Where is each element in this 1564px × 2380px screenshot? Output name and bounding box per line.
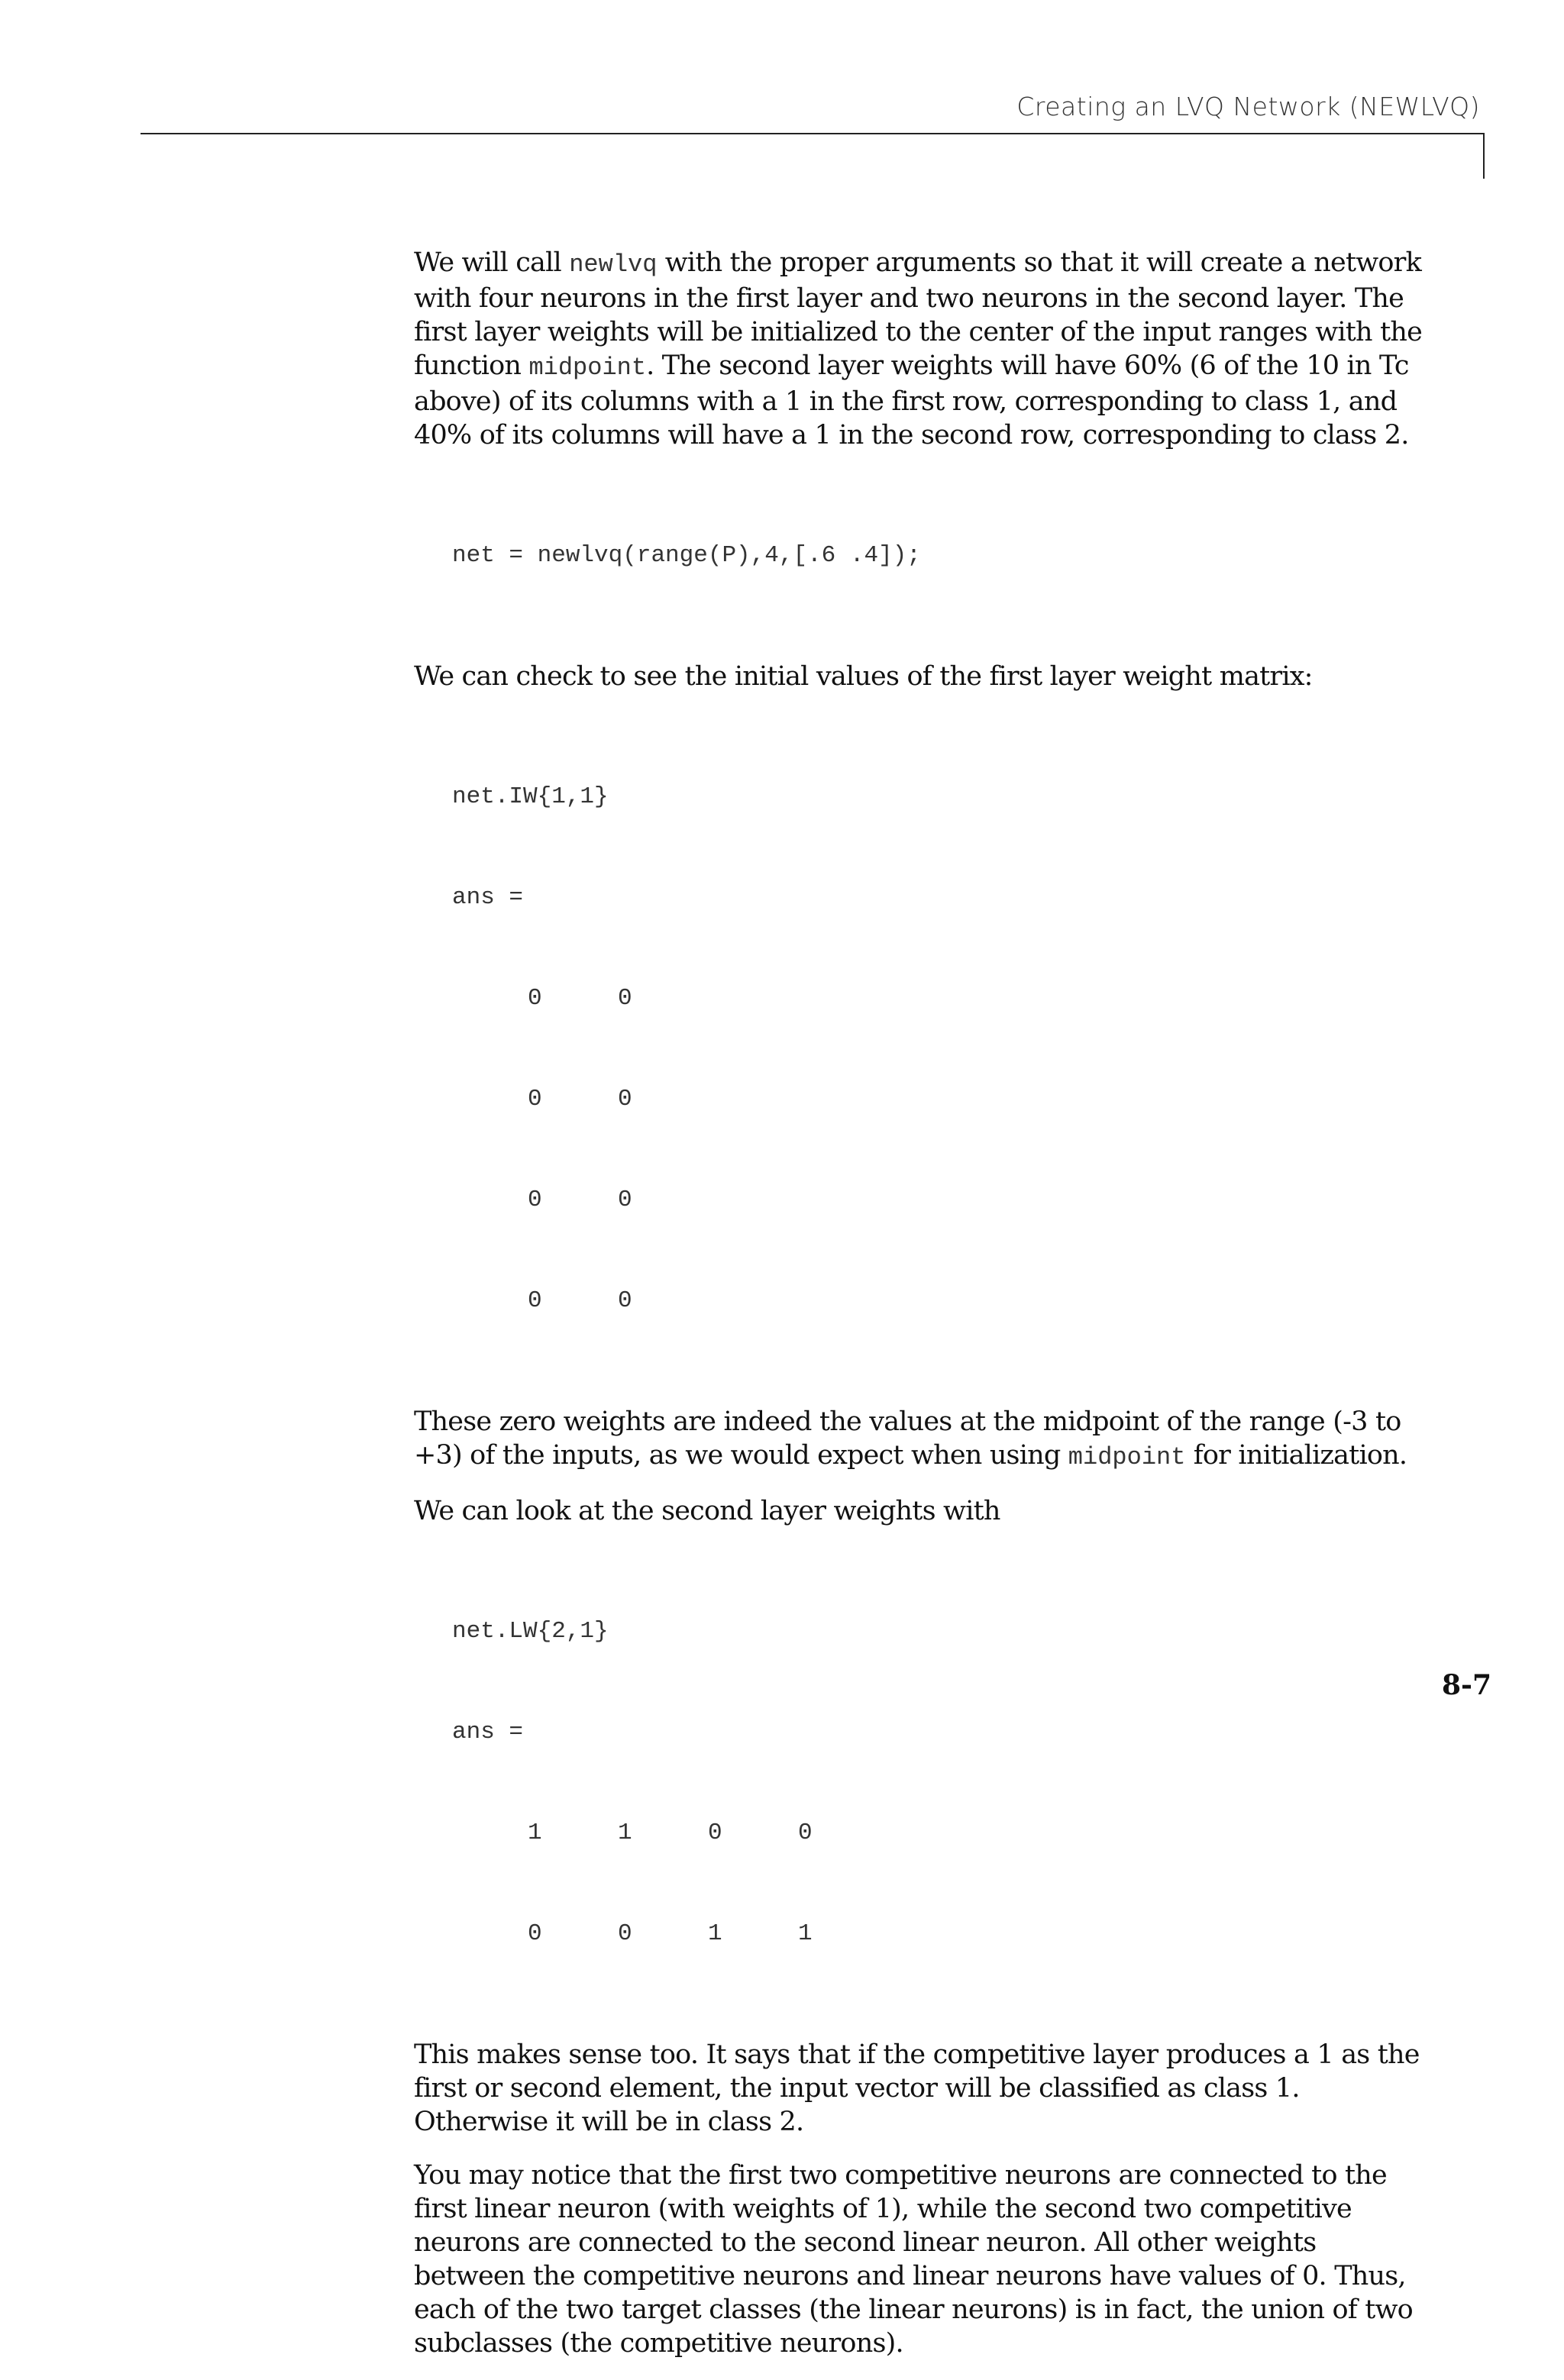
matrix-cell: 1 <box>528 1820 542 1846</box>
matrix-cell: 0 <box>618 1920 632 1947</box>
paragraph-second-layer-weights: We can look at the second layer weights with <box>414 1496 1000 1526</box>
paragraph-zero-weights <box>414 1405 1430 1474</box>
text-segment: for initialization. <box>1185 1440 1407 1471</box>
paragraph-subclasses: You may notice that the first two competitive neurons are connected to the first linear neuron (with weights of 1), while the second two competitive neurons are connected to the second linear neuron. All other weights between the competitive neurons and linear neurons have values of 0. Thus, each of the two target classes (the linear neurons) is in fact, the union of two subclasses (the competitive neurons). <box>414 2160 1413 2359</box>
matrix-row <box>452 1083 1430 1116</box>
matrix-cell: 0 <box>708 1820 722 1846</box>
header-rule-tick <box>1483 133 1485 179</box>
code-block-newlvq <box>452 472 1430 640</box>
matrix-row <box>452 1284 1430 1318</box>
matrix-cell: 0 <box>618 1086 632 1112</box>
matrix-row <box>452 1917 1430 1951</box>
matrix-cell: 0 <box>618 1187 632 1213</box>
inline-code-midpoint: midpoint <box>528 354 647 382</box>
running-header-title: Creating an LVQ Network (NEWLVQ) <box>1016 92 1480 121</box>
code-block-lw <box>452 1548 1430 2018</box>
paragraph-check-initial-values: We can check to see the initial values of the first layer weight matrix: <box>414 661 1313 692</box>
matrix-cell: 0 <box>528 1187 542 1213</box>
matrix-cell: 0 <box>528 1086 542 1112</box>
paragraph-makes-sense: This makes sense too. It says that if the competitive layer produces a 1 as the first or second element, the input vector will be classified as class 1. Otherwise it will be in class 2. <box>414 2039 1420 2137</box>
matrix-cell: 0 <box>618 1287 632 1314</box>
matrix-cell: 1 <box>618 1820 632 1846</box>
matrix-cell: 0 <box>618 985 632 1012</box>
matrix-cell: 0 <box>528 1920 542 1947</box>
text-segment: . The second layer weights will have 60% (6 of the 10 in Tc above) of its columns with a 1 in the first row, corresponding to class 1, and 40% of its columns will have a 1 in the second row, corresponding to class 2. <box>414 350 1409 450</box>
matrix-row <box>452 982 1430 1016</box>
matrix-row <box>452 1816 1430 1850</box>
matrix-cell: 1 <box>708 1920 722 1947</box>
text-segment: We will call <box>414 247 570 278</box>
code-line-ans: ans = <box>452 884 524 911</box>
code-block-iw <box>452 713 1430 1385</box>
code-line-ans: ans = <box>452 1719 524 1745</box>
code-line: net = newlvq(range(P),4,[.6 .4]); <box>452 542 921 569</box>
code-line-command: net.IW{1,1} <box>452 783 609 810</box>
matrix-cell: 0 <box>528 985 542 1012</box>
header-rule <box>141 133 1485 134</box>
inline-code-midpoint: midpoint <box>1068 1443 1186 1471</box>
code-line-command: net.LW{2,1} <box>452 1618 609 1645</box>
matrix-cell: 0 <box>528 1287 542 1314</box>
matrix-cell: 1 <box>798 1920 813 1947</box>
inline-code-newlvq: newlvq <box>569 250 658 279</box>
page-number: 8-7 <box>1441 1669 1491 1701</box>
text-segment: These zero weights are indeed the values at the midpoint of the range (-3 to +3) of the inputs, as we would expect when using <box>414 1406 1401 1471</box>
matrix-cell: 0 <box>798 1820 813 1846</box>
matrix-row <box>452 1184 1430 1217</box>
page-content <box>414 246 1430 2380</box>
paragraph-newlvq-intro <box>414 246 1430 452</box>
text-segment: with the proper arguments so that it will create a network with four neurons in the first layer and two neurons in the second layer. The first layer weights will be initialized to the center of the input ranges with the function <box>414 247 1423 381</box>
